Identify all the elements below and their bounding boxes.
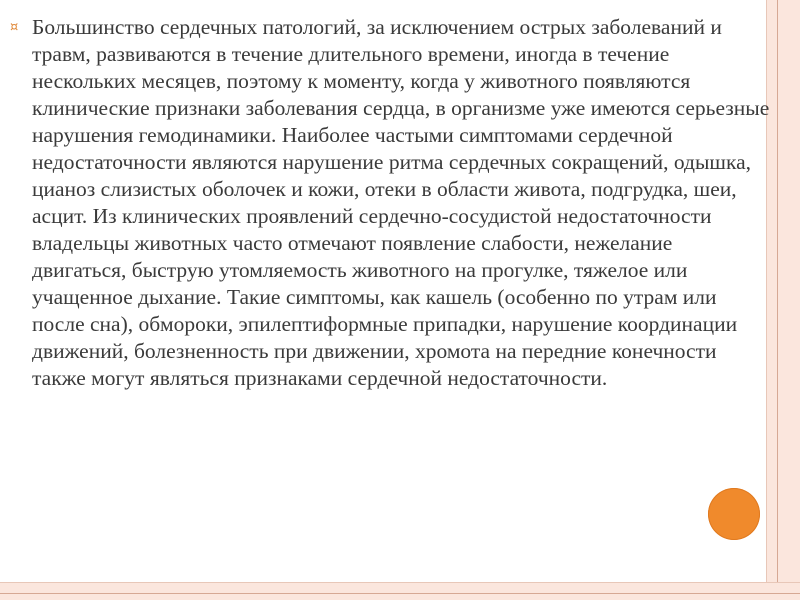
decorative-right-border (766, 0, 800, 600)
orange-circle-decoration (708, 488, 760, 540)
decorative-bottom-border (0, 582, 800, 600)
bullet-icon: ¤ (10, 20, 19, 35)
decorative-bottom-line (0, 593, 800, 594)
decorative-border-line (777, 0, 778, 600)
body-paragraph: Большинство сердечных патологий, за исключением острых заболеваний и травм, развиваются в течение длительного времени, иногда в течение нескольких месяцев, поэтому к моменту, когда у животного появляются клинические признаки заболевания сердца, в организме уже имеются серьезные нарушения гемодинамики. Наиболее частыми симптомами сердечной недостаточности являются нарушение ритма сердечных сокращений, одышка, цианоз слизистых оболочек и кожи, отеки в области живота, подгрудка, шеи, асцит. Из клинических проявлений сердечно-сосудистой недостаточности владельцы животных часто отмечают появление слабости, нежелание двигаться, быструю утомляемость животного на прогулке, тяжелое или учащенное дыхание. Такие симптомы, как кашель (особенно по утрам или после сна), обмороки, эпилептиформные припадки, нарушение координации движений, болезненность при движении, хромота на передние конечности также могут являться признаками сердечной недостаточности. (32, 15, 770, 390)
text-content (10, 14, 770, 392)
